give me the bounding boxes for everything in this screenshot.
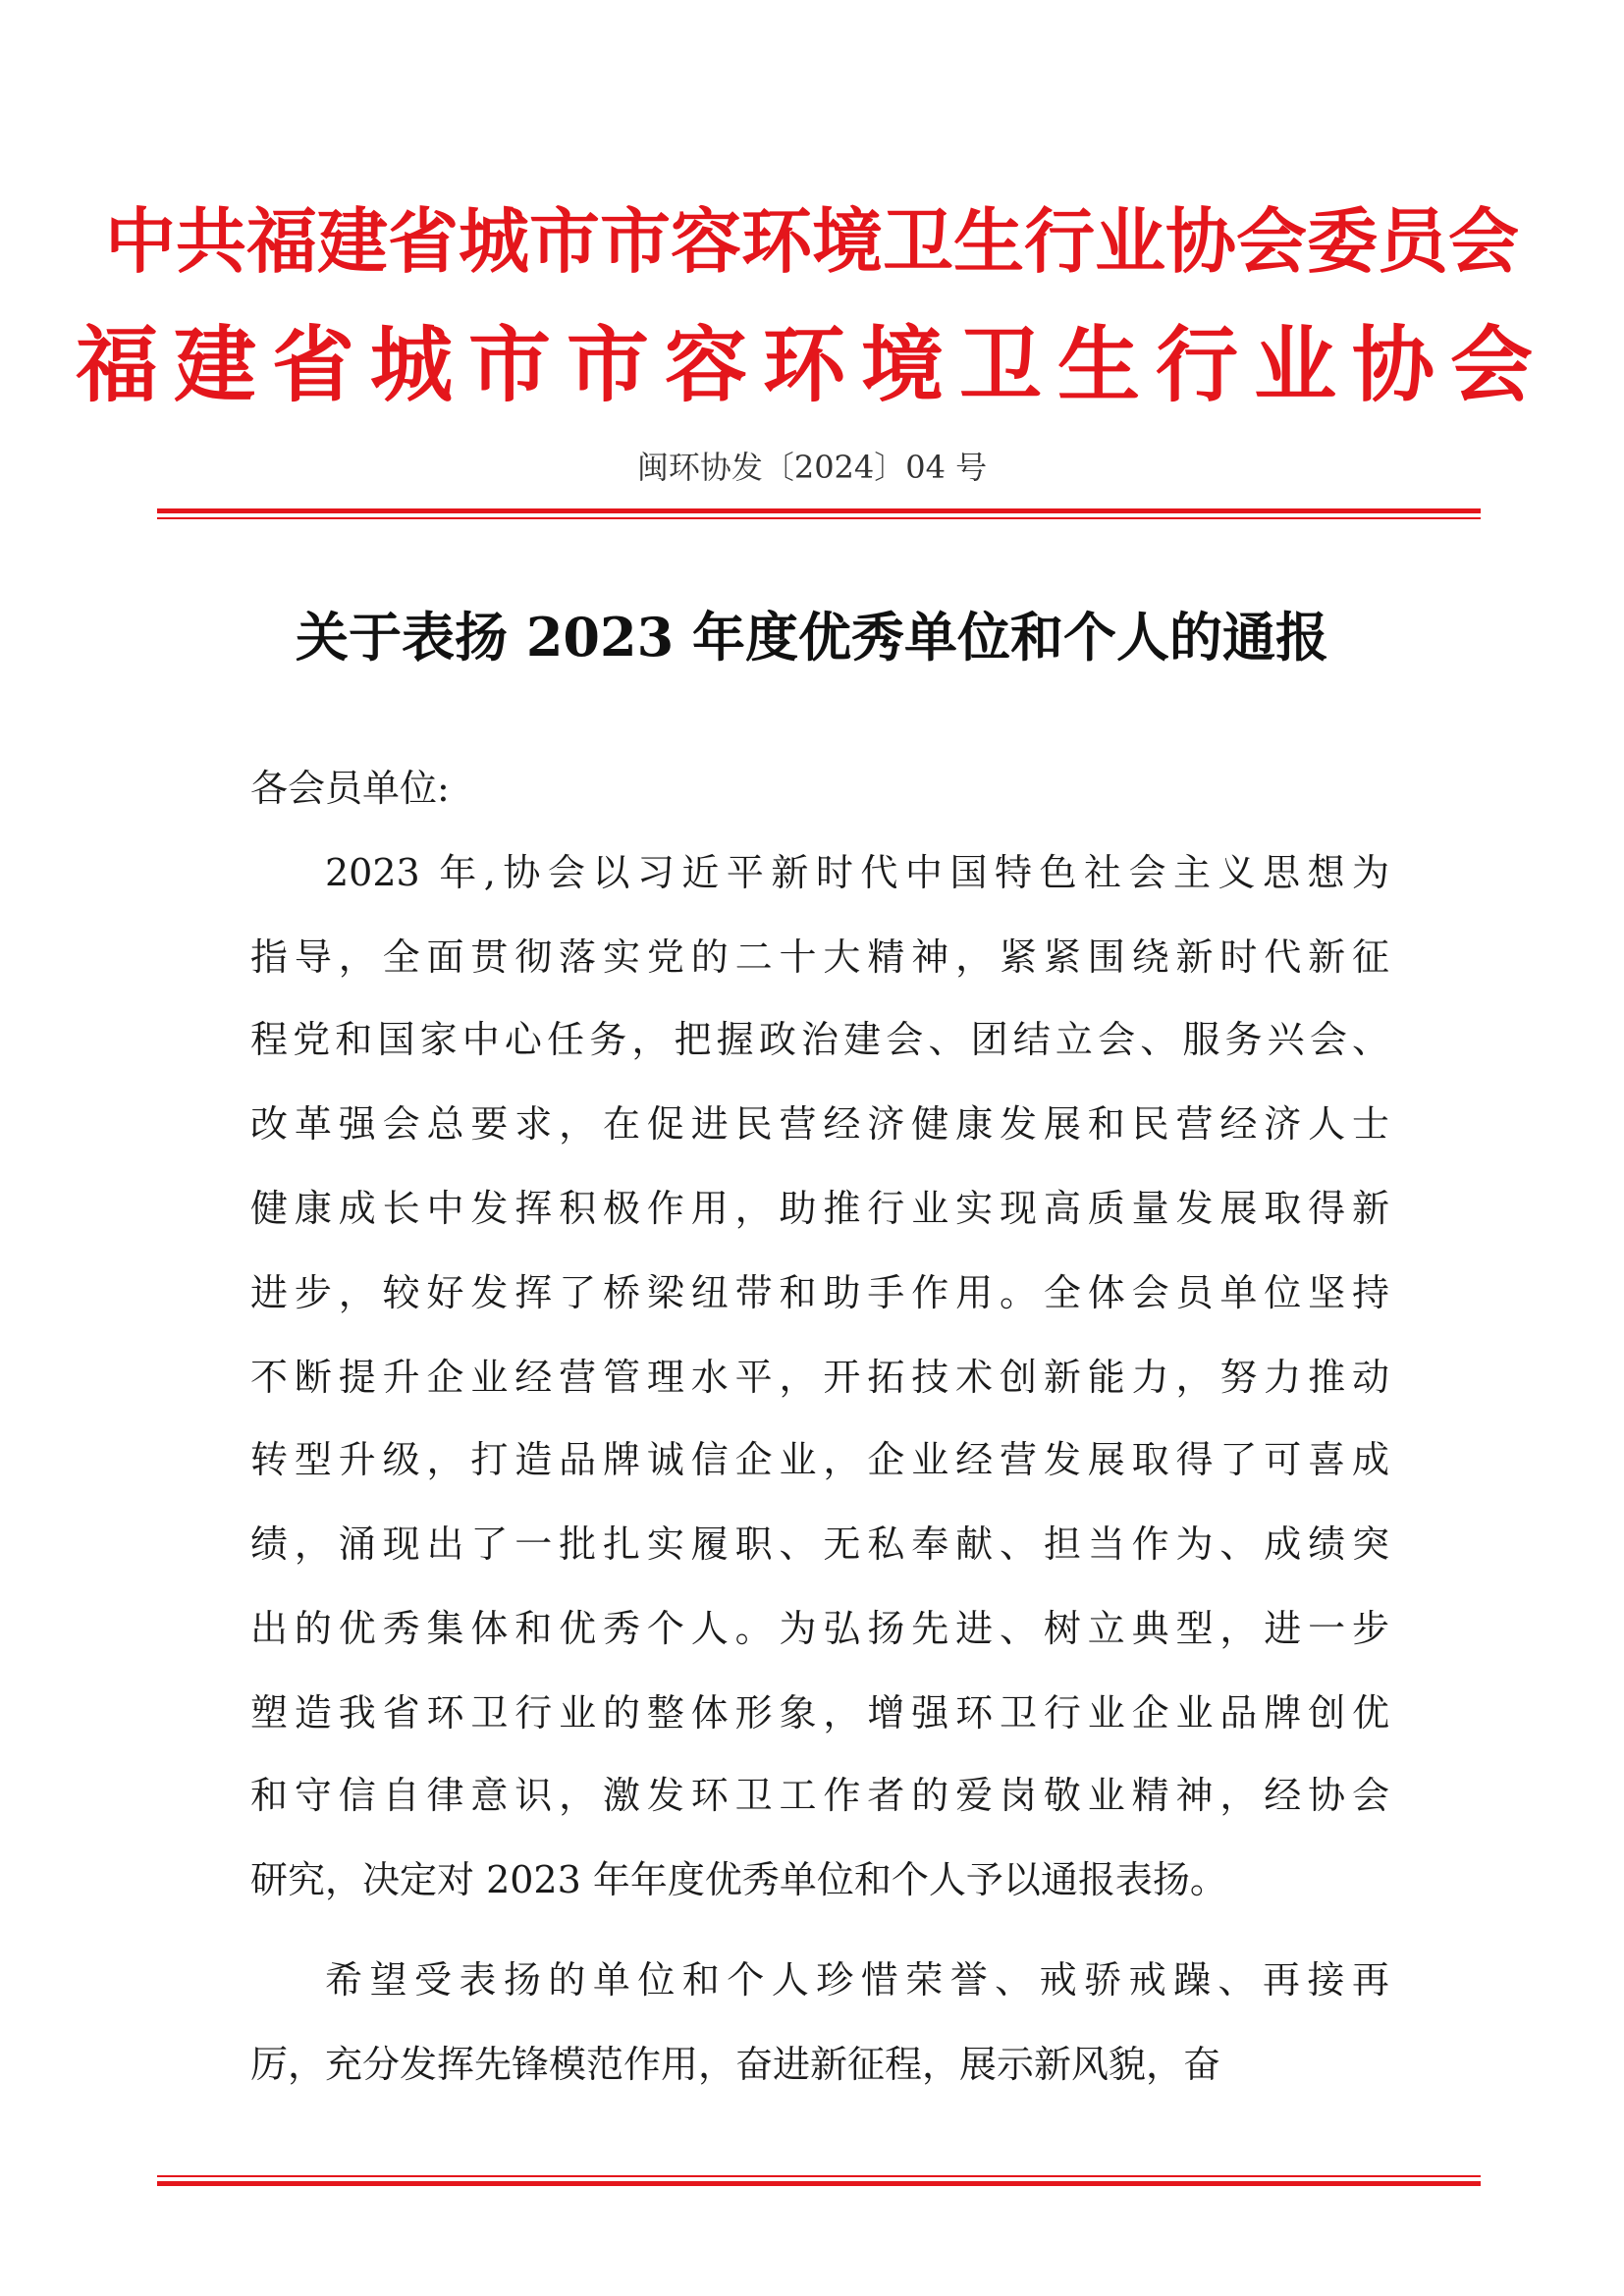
body-text-line: 绩，涌现出了一批扎实履职、无私奉献、担当作为、成绩突 (250, 1522, 1389, 1566)
body-text-line: 厉，充分发挥先锋模范作用，奋进新征程，展示新风貌，奋 (250, 2043, 1221, 2086)
body-text-line: 研究，决定对 2023 年年度优秀单位和个人予以通报表扬。 (250, 1858, 1227, 1901)
header-red-rule-thin (157, 517, 1481, 519)
salutation: 各会员单位: (250, 767, 450, 810)
body-text-line: 出的优秀集体和优秀个人。为弘扬先进、树立典型，进一步 (250, 1607, 1389, 1650)
body-text-line: 不断提升企业经营管理水平，开拓技术创新能力，努力推动 (250, 1356, 1389, 1399)
body-text-line: 和守信自律意识，激发环卫工作者的爱岗敬业精神，经协会 (250, 1774, 1389, 1817)
body-text-line: 进步，较好发挥了桥梁纽带和助手作用。全体会员单位坚持 (250, 1271, 1389, 1314)
document-number: 闽环协发〔2024〕04 号 (636, 449, 988, 486)
body-text-line: 健康成长中发挥积极作用，助推行业实现高质量发展取得新 (250, 1187, 1389, 1230)
body-text-line: 转型升级，打造品牌诚信企业，企业经营发展取得了可喜成 (250, 1438, 1389, 1481)
footer-red-rule-thick (157, 2181, 1481, 2186)
issuing-organization-line-1: 中共福建省城市市容环境卫生行业协会委员会 (104, 199, 1519, 283)
body-text-line: 希望受表扬的单位和个人珍惜荣誉、戒骄戒躁、再接再 (325, 1958, 1389, 2002)
body-text-line: 程党和国家中心任务，把握政治建会、团结立会、服务兴会、 (250, 1018, 1389, 1061)
issuing-organization-line-2: 福建省城市市容环境卫生行业协会 (75, 316, 1548, 413)
body-text-line: 指导，全面贯彻落实党的二十大精神，紧紧围绕新时代新征 (250, 935, 1389, 979)
header-red-rule-thick (157, 508, 1481, 513)
footer-red-rule-thin (157, 2175, 1481, 2177)
body-text-line: 改革强会总要求，在促进民营经济健康发展和民营经济人士 (250, 1102, 1389, 1146)
body-text-line: 2023 年,协会以习近平新时代中国特色社会主义思想为 (325, 851, 1389, 894)
document-title: 关于表扬 2023 年度优秀单位和个人的通报 (296, 606, 1328, 668)
body-text-line: 塑造我省环卫行业的整体形象，增强环卫行业企业品牌创优 (250, 1691, 1389, 1735)
